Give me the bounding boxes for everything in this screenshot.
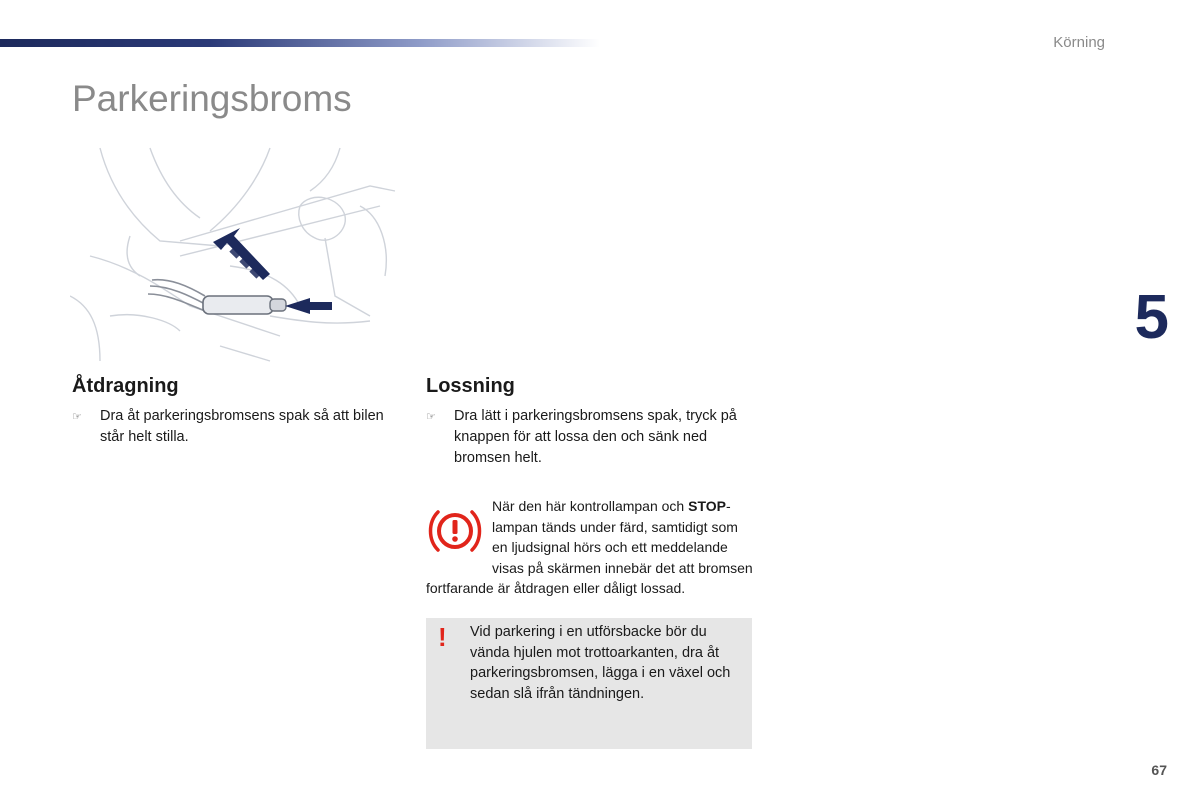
parking-note-box <box>426 618 752 749</box>
apply-heading: Åtdragning <box>72 375 179 397</box>
pointing-hand-icon: ☞ <box>426 411 436 423</box>
release-instruction-text: Dra lätt i parkeringsbromsens spak, tryck på knappen för att lossa den och sänk ned bromsen helt. <box>454 408 737 466</box>
parking-note-text: Vid parkering i en utförsbacke bör du vända hjulen mot trottoarkanten, dra åt parkeringsbromsen, lägga i en växel och sedan slå ifrån tändningen. <box>470 624 731 702</box>
page-number: 67 <box>1151 762 1167 778</box>
warning-text-stop: STOP <box>688 498 726 514</box>
apply-section <box>72 375 402 448</box>
page-title: Parkeringsbroms <box>72 78 352 119</box>
warning-lamp-info <box>426 496 756 599</box>
apply-instruction-text: Dra åt parkeringsbromsens spak så att bilen står helt stilla. <box>100 408 384 445</box>
apply-instruction <box>72 406 402 448</box>
release-section <box>426 375 756 469</box>
warning-text-after: -lampan tänds under färd, samtidigt som en ljudsignal hörs och ett meddelande visas på skärmen innebär det att bromsen fortfarande är åtdragen eller dåligt lossad. <box>426 498 753 596</box>
section-name: Körning <box>1053 34 1105 51</box>
brake-warning-icon <box>426 504 484 558</box>
release-instruction <box>426 406 756 469</box>
exclamation-icon: ! <box>438 622 447 652</box>
warning-text-before: När den här kontrollampan och <box>492 498 689 514</box>
parking-brake-illustration <box>70 146 398 366</box>
release-heading: Lossning <box>426 375 515 397</box>
pointing-hand-icon: ☞ <box>72 411 82 423</box>
header-gradient-bar <box>0 39 600 47</box>
chapter-number: 5 <box>1134 283 1169 352</box>
